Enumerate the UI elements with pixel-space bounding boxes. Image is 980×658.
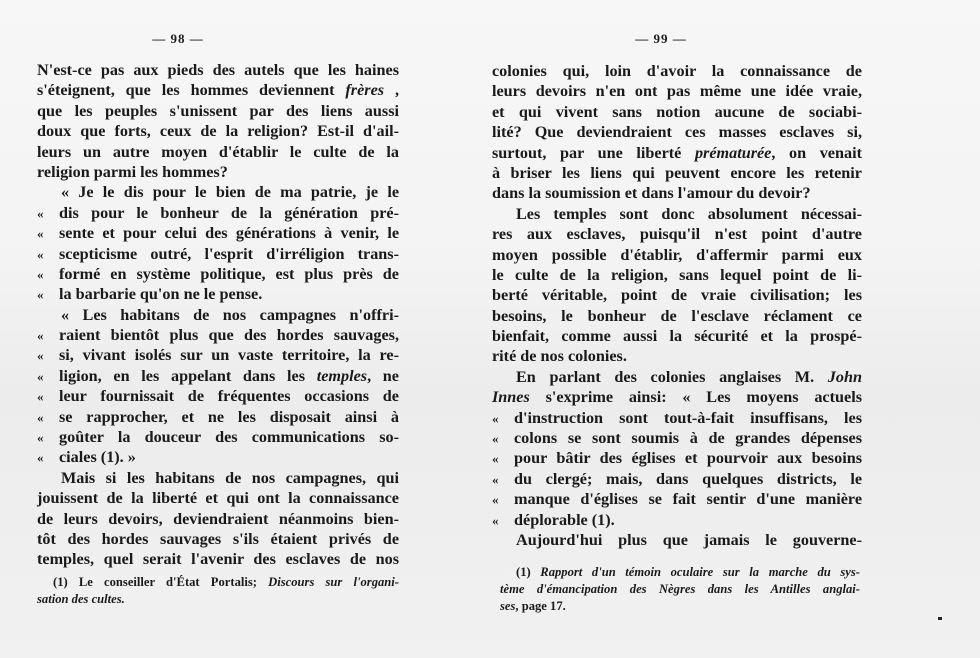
quote-mark: « [37, 266, 44, 282]
line-text: , [384, 81, 399, 100]
footnote-title: Discours sur l'organi- [268, 575, 399, 589]
text-line [492, 387, 862, 407]
text-line: leurs devoirs n'en ont pas même une idée vraie, [492, 82, 862, 101]
footnote-title: Rapport d'un témoin oculaire sur la marche du sys- [540, 565, 860, 579]
text-line: N'est-ce pas aux pieds des autels que les haines [37, 61, 399, 79]
line-text: raient bientôt plus que des hordes sauvages, [59, 326, 399, 345]
line-text: sente et pour celui des générations à venir, le [59, 224, 399, 243]
quote-mark: « [37, 246, 44, 262]
footnote-title: tème d'émancipation des Nègres dans les Antilles anglai- [500, 582, 860, 596]
text-line [37, 427, 399, 447]
text-line: Mais si les habitans de nos campagnes, qui [61, 468, 399, 487]
line-text: goûter la douceur des communications so- [59, 428, 399, 447]
page-number: — 98 — [152, 31, 204, 46]
text-line: leurs un autre moyen d'établir le culte de la [37, 142, 399, 161]
line-text: En parlant des colonies anglaises M. [516, 367, 828, 386]
line-text: , ne [367, 366, 399, 385]
quote-mark: « [37, 287, 44, 303]
text-line [37, 223, 399, 243]
footnote-text: , page 17. [515, 599, 566, 613]
footnote-text: (1) [516, 565, 541, 579]
text-line [37, 366, 399, 386]
footnote [500, 564, 860, 615]
footnote [37, 574, 399, 608]
quote-mark: « [37, 389, 44, 405]
text-line [492, 408, 862, 428]
line-text: se rapprocher, et ne les disposait ainsi à [59, 407, 399, 426]
text-line: lité? Que deviendraient ces masses esclaves si, [492, 123, 862, 142]
line-text: la barbarie qu'on ne le pense. [59, 285, 263, 304]
text-line: res aux esclaves, puisqu'il n'est point d'autre [492, 225, 862, 244]
text-line: et qui vivent sans notion aucune de sociabi- [492, 102, 862, 121]
text-line [37, 264, 399, 284]
text-line [492, 510, 862, 530]
quote-mark: « [492, 451, 499, 467]
text-line: Les temples sont donc absolument nécessai- [516, 204, 862, 223]
text-line: « Je le dis pour le bien de ma patrie, je le [61, 183, 399, 202]
quote-mark: « [37, 226, 44, 242]
emphasis-text: John [827, 367, 862, 386]
text-line [37, 80, 399, 100]
text-line: que les peuples s'unissent par des liens aussi [37, 101, 399, 120]
text-line [37, 345, 399, 365]
scan-speck [938, 617, 942, 620]
line-text: colons se sont soumis à de grandes dépenses [514, 429, 862, 448]
footnote-title: sation des cultes. [37, 592, 125, 606]
body-text [37, 60, 399, 570]
line-text: du clergé; mais, dans quelques districts, le [514, 469, 862, 488]
text-line: « Les habitans de nos campagnes n'offri- [61, 305, 399, 324]
text-line [492, 143, 862, 163]
footnote-line [500, 564, 860, 581]
text-line: temples, quel serait l'avenir des esclaves de nos [37, 550, 399, 569]
text-line: doux que forts, ceux de la religion? Est-il d'ail- [37, 122, 399, 141]
line-text: si, vivant isolés sur un vaste territoire, la re- [59, 346, 399, 365]
line-text: surtout, par une liberté [492, 143, 695, 162]
body-text [492, 61, 862, 550]
text-line: besoins, le bonheur de l'esclave réclament ce [492, 306, 862, 325]
text-line: berté véritable, point de vraie civilisation; les [492, 286, 862, 305]
emphasis-text: Innes [492, 388, 530, 407]
quote-mark: « [37, 368, 44, 384]
footnote-line [37, 574, 399, 591]
text-line: jouissent de la liberté et qui ont la connaissance [37, 489, 399, 508]
text-line [492, 367, 862, 387]
text-line [492, 469, 862, 489]
footnote-title: ses [500, 599, 516, 613]
text-line [492, 428, 862, 448]
text-line: colonies qui, loin d'avoir la connaissance de [492, 62, 862, 80]
text-line: Aujourd'hui plus que jamais le gouverne- [516, 530, 862, 549]
line-text [59, 366, 399, 386]
emphasis-text: temples [316, 366, 368, 385]
quote-mark: « [492, 471, 499, 487]
text-line: religion parmi les hommes? [37, 162, 228, 181]
text-line [492, 489, 862, 509]
line-text: s'éteignent, que les hommes deviennent [37, 81, 346, 100]
quote-mark: « [37, 205, 44, 221]
quote-mark: « [37, 450, 44, 466]
emphasis-text: frères [345, 81, 385, 100]
line-text: , on venait [771, 143, 862, 162]
quote-mark: « [37, 409, 44, 425]
line-text: ciales (1). » [59, 448, 136, 467]
quote-mark: « [37, 348, 44, 364]
line-text: déplorable (1). [514, 510, 615, 529]
text-line [37, 244, 399, 264]
quote-mark: « [492, 492, 499, 508]
text-line [37, 203, 399, 223]
text-line [37, 407, 399, 427]
text-line [37, 325, 399, 345]
line-text: s'exprime ainsi: « Les moyens actuels [529, 388, 862, 407]
footnote-text: (1) Le conseiller d'État Portalis; [53, 575, 269, 589]
text-line: rité de nos colonies. [492, 347, 627, 366]
text-line [37, 284, 399, 304]
footnote-line [37, 591, 399, 608]
text-line: moyen possible d'établir, d'affermir parmi eux [492, 245, 862, 264]
quote-mark: « [492, 431, 499, 447]
line-text: formé en système politique, est plus près de [59, 264, 399, 283]
quote-mark: « [492, 512, 499, 528]
quote-mark: « [37, 430, 44, 446]
text-line: bienfait, comme aussi la sécurité et la prospé- [492, 327, 862, 346]
line-text: manque d'églises se fait sentir d'une manière [514, 490, 862, 509]
line-text: leur fournissait de fréquentes occasions de [59, 387, 399, 406]
text-line: tôt des hordes sauvages s'ils étaient privés de [37, 529, 399, 548]
text-line: de leurs devoirs, deviendraient néanmoins bien- [37, 509, 399, 528]
text-line [37, 386, 399, 406]
emphasis-text: prématurée [694, 143, 772, 162]
page-number: — 99 — [635, 31, 687, 46]
quote-mark: « [37, 328, 44, 344]
line-text: d'instruction sont tout-à-fait insuffisans, les [514, 408, 862, 427]
text-line: dans la soumission et dans l'amour du devoir? [492, 184, 811, 203]
text-line [492, 448, 862, 468]
text-line [37, 447, 399, 467]
quote-mark: « [492, 410, 499, 426]
line-text: dis pour le bonheur de la génération pré- [59, 203, 399, 222]
text-line: à briser les liens qui peuvent encore les retenir [492, 163, 862, 182]
text-line: le culte de la religion, sans lequel point de li- [492, 265, 862, 284]
line-text: ligion, en les appelant dans les [59, 366, 317, 385]
line-text: scepticisme outré, l'esprit d'irréligion trans- [59, 244, 399, 263]
line-text: pour bâtir des églises et pourvoir aux besoins [514, 449, 862, 468]
footnote-line [500, 598, 860, 615]
footnote-line [500, 581, 860, 598]
